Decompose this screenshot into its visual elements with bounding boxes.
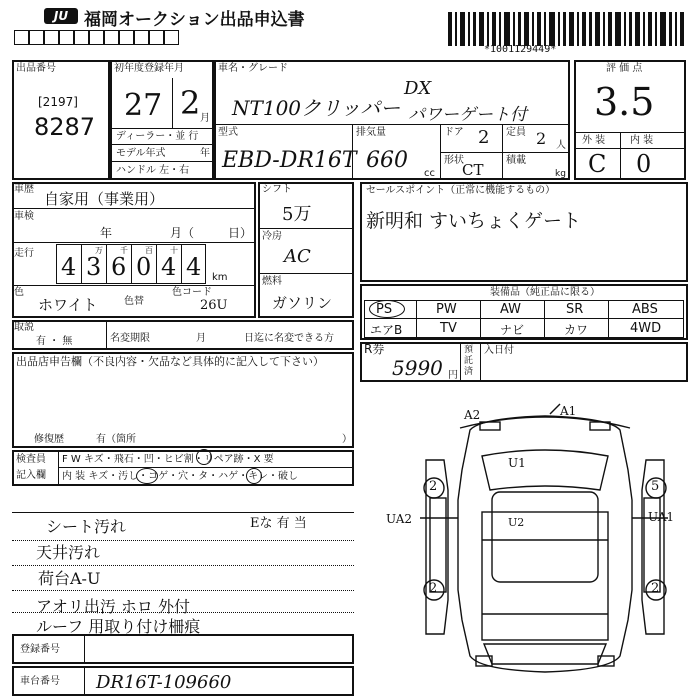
- doors-label: ドア: [444, 127, 464, 138]
- model-year-label: モデル年式: [116, 148, 166, 159]
- mileage-unit-juu: 十: [170, 246, 178, 255]
- manual-label: 取説: [14, 322, 34, 333]
- sales-point-label: セールスポイント（正常に機能するもの）: [366, 185, 556, 196]
- lot-number: 8287: [34, 113, 96, 141]
- remark-line-3: 荷台A-U: [38, 569, 101, 588]
- color-label: 色: [14, 287, 24, 298]
- inspection-day-unit: 日）: [228, 226, 253, 240]
- mileage-unit-sen: 千: [120, 246, 128, 255]
- inspector-circle-mark: [136, 468, 158, 484]
- dealer-label: ディーラー・並 行: [116, 131, 199, 142]
- mileage-unit-hyaku: 百: [145, 246, 153, 255]
- color-code-value: 26U: [200, 298, 228, 313]
- inspector-row-2: 内 装 キズ・汚し・コゲ・穴・タ・ハゲ・キレ・破し: [62, 471, 299, 482]
- car-damage-diagram: [386, 400, 690, 690]
- mileage-digit: 4: [161, 253, 177, 281]
- lot-label: 出品番号: [16, 63, 56, 74]
- mileage-digit-boxes: [56, 244, 206, 284]
- exterior-score: C: [588, 150, 607, 178]
- displacement-label: 排気量: [356, 127, 386, 138]
- mark-left-front: 2: [429, 479, 438, 494]
- mark-ua1: UA1: [648, 510, 675, 524]
- inspection-year-unit: 年: [100, 226, 113, 240]
- load-unit: kg: [555, 169, 566, 179]
- capacity-unit: 人: [556, 140, 566, 151]
- chassis-label: 車台番号: [20, 676, 60, 687]
- model-year-unit: 年: [200, 148, 210, 159]
- score-label: 評 価 点: [606, 63, 643, 74]
- mark-right-rear: 2: [651, 581, 660, 596]
- car-name-line1: NT100クリッパー: [232, 96, 401, 120]
- displacement-value: 660: [366, 148, 408, 173]
- repair-close: ）: [342, 434, 352, 445]
- color-code-label: 色コード: [172, 287, 212, 298]
- mileage-digit: 4: [186, 253, 202, 281]
- capacity-value: 2: [536, 129, 547, 148]
- mileage-digit: 0: [136, 253, 152, 281]
- equip-ps-circle: [369, 300, 405, 318]
- shape-label: 形状: [444, 155, 464, 166]
- chassis-value: DR16T-109660: [96, 672, 232, 693]
- equipment-grid: [364, 300, 684, 338]
- manual-has-none: 有 ・ 無: [36, 336, 73, 347]
- auction-logo: JU: [44, 8, 78, 24]
- exterior-label: 外 装: [582, 135, 606, 146]
- input-date-label: 入日付: [484, 345, 514, 356]
- equip-ps: PS: [376, 302, 393, 317]
- doors-value: 2: [478, 127, 490, 148]
- repair-label: 修復歴: [34, 434, 64, 445]
- mark-right-front: 5: [651, 479, 660, 494]
- recycle-deposit-label: 預託済: [464, 345, 474, 377]
- remark-line-1: シート汚れ: [46, 517, 127, 536]
- equip-airbag: エアB: [370, 323, 403, 337]
- model-code: EBD-DR16T: [222, 148, 357, 173]
- repair-value: 有（箇所: [96, 434, 136, 445]
- displacement-unit: cc: [424, 168, 435, 179]
- mileage-digit: 6: [111, 253, 127, 281]
- equip-sr: SR: [566, 302, 584, 317]
- car-name-label: 車名・グレード: [218, 63, 288, 74]
- km-unit: km: [212, 272, 228, 283]
- ac-label: 冷房: [262, 231, 282, 242]
- interior-score: 0: [636, 150, 652, 178]
- reg-number-box: [12, 634, 354, 664]
- mark-u1: U1: [508, 456, 526, 470]
- fuel-label: 燃料: [262, 276, 282, 287]
- inspection-label: 車検: [14, 211, 34, 222]
- mark-u2: U2: [508, 516, 525, 529]
- equip-4wd: 4WD: [630, 321, 662, 336]
- recycle-unit: 円: [448, 370, 458, 381]
- inspector-circle-mark: [246, 468, 262, 484]
- color-change-label: 色替: [124, 296, 144, 307]
- mark-a2: A2: [464, 408, 481, 422]
- mileage-digit: 4: [61, 253, 77, 281]
- remark-side-note: Eな 有 当: [250, 516, 307, 531]
- mark-a1: A1: [560, 404, 577, 418]
- recycle-amount: 5990: [392, 356, 443, 380]
- equip-navi: ナビ: [500, 323, 525, 337]
- shift-value: 5万: [282, 204, 312, 225]
- name-change-label: 名変期限: [110, 333, 150, 344]
- load-label: 積載: [506, 155, 526, 166]
- shape-value: CT: [462, 161, 484, 179]
- reg-number-label: 登録番号: [20, 644, 60, 655]
- mark-left-rear: 2: [429, 581, 438, 596]
- month-unit: 月: [200, 113, 210, 124]
- name-change-note: 日迄に名変できる方: [244, 333, 334, 344]
- equipment-label: 装備品（純正品に限る）: [490, 287, 600, 298]
- notes-label: 出品店申告欄（不良内容・欠品など具体的に記入して下さい）: [16, 355, 324, 368]
- inspector-circle-mark: [196, 449, 212, 465]
- mark-ua2: UA2: [386, 512, 413, 526]
- remark-line-5: ルーフ 用取り付け柵痕: [36, 617, 201, 636]
- name-change-month: 月: [196, 333, 206, 344]
- form-title: 福岡オークション出品申込書: [84, 10, 305, 30]
- equip-tv: TV: [440, 321, 457, 336]
- barcode: [448, 12, 684, 46]
- car-name-line2: パワーゲート付: [408, 105, 527, 125]
- registration-label: 初年度登録年月: [114, 63, 184, 74]
- inspector-label-2: 記入欄: [16, 470, 46, 481]
- equip-abs: ABS: [632, 302, 658, 317]
- sales-point-text: 新明和 すいちょくゲート: [366, 210, 582, 232]
- equip-leather: カワ: [564, 323, 589, 337]
- recycle-label: R券: [364, 342, 385, 356]
- shift-label: シフト: [262, 184, 292, 195]
- car-grade: DX: [404, 78, 432, 99]
- car-outline-svg: [400, 400, 690, 690]
- capacity-label: 定員: [506, 127, 526, 138]
- handle-label: ハンドル 左・右: [116, 165, 190, 176]
- mileage-digit: 3: [86, 253, 102, 281]
- interior-label: 内 装: [630, 135, 654, 146]
- equip-aw: AW: [500, 302, 522, 317]
- barcode-bars: [448, 12, 684, 46]
- fuel-value: ガソリン: [272, 294, 333, 312]
- remark-line-2: 天井汚れ: [36, 543, 101, 562]
- model-label: 型式: [218, 127, 238, 138]
- ac-value: AC: [284, 246, 311, 267]
- mileage-unit-man: 万: [95, 246, 103, 255]
- inspector-label-1: 検査員: [16, 454, 46, 465]
- inspector-row-1: F W キズ・飛石・凹・ヒビ割・リペア跡・X 要: [62, 454, 274, 465]
- mileage-label: 走行: [14, 248, 34, 259]
- color-value: ホワイト: [38, 296, 98, 314]
- barcode-number: *1001129449*: [484, 44, 557, 55]
- remark-line-4: アオリ出汚 ホロ 外付: [36, 597, 191, 616]
- registration-month: 2: [180, 84, 201, 122]
- score-value: 3.5: [594, 80, 655, 124]
- equip-pw: PW: [436, 302, 457, 317]
- lot-bracket-number: [2197]: [38, 95, 78, 109]
- inspection-month-unit: 月（: [170, 226, 195, 240]
- registration-year: 27: [124, 88, 163, 123]
- usage-label: 車歴: [14, 184, 34, 195]
- form-id-boxes: [14, 30, 184, 48]
- usage-value: 自家用（事業用）: [44, 190, 165, 208]
